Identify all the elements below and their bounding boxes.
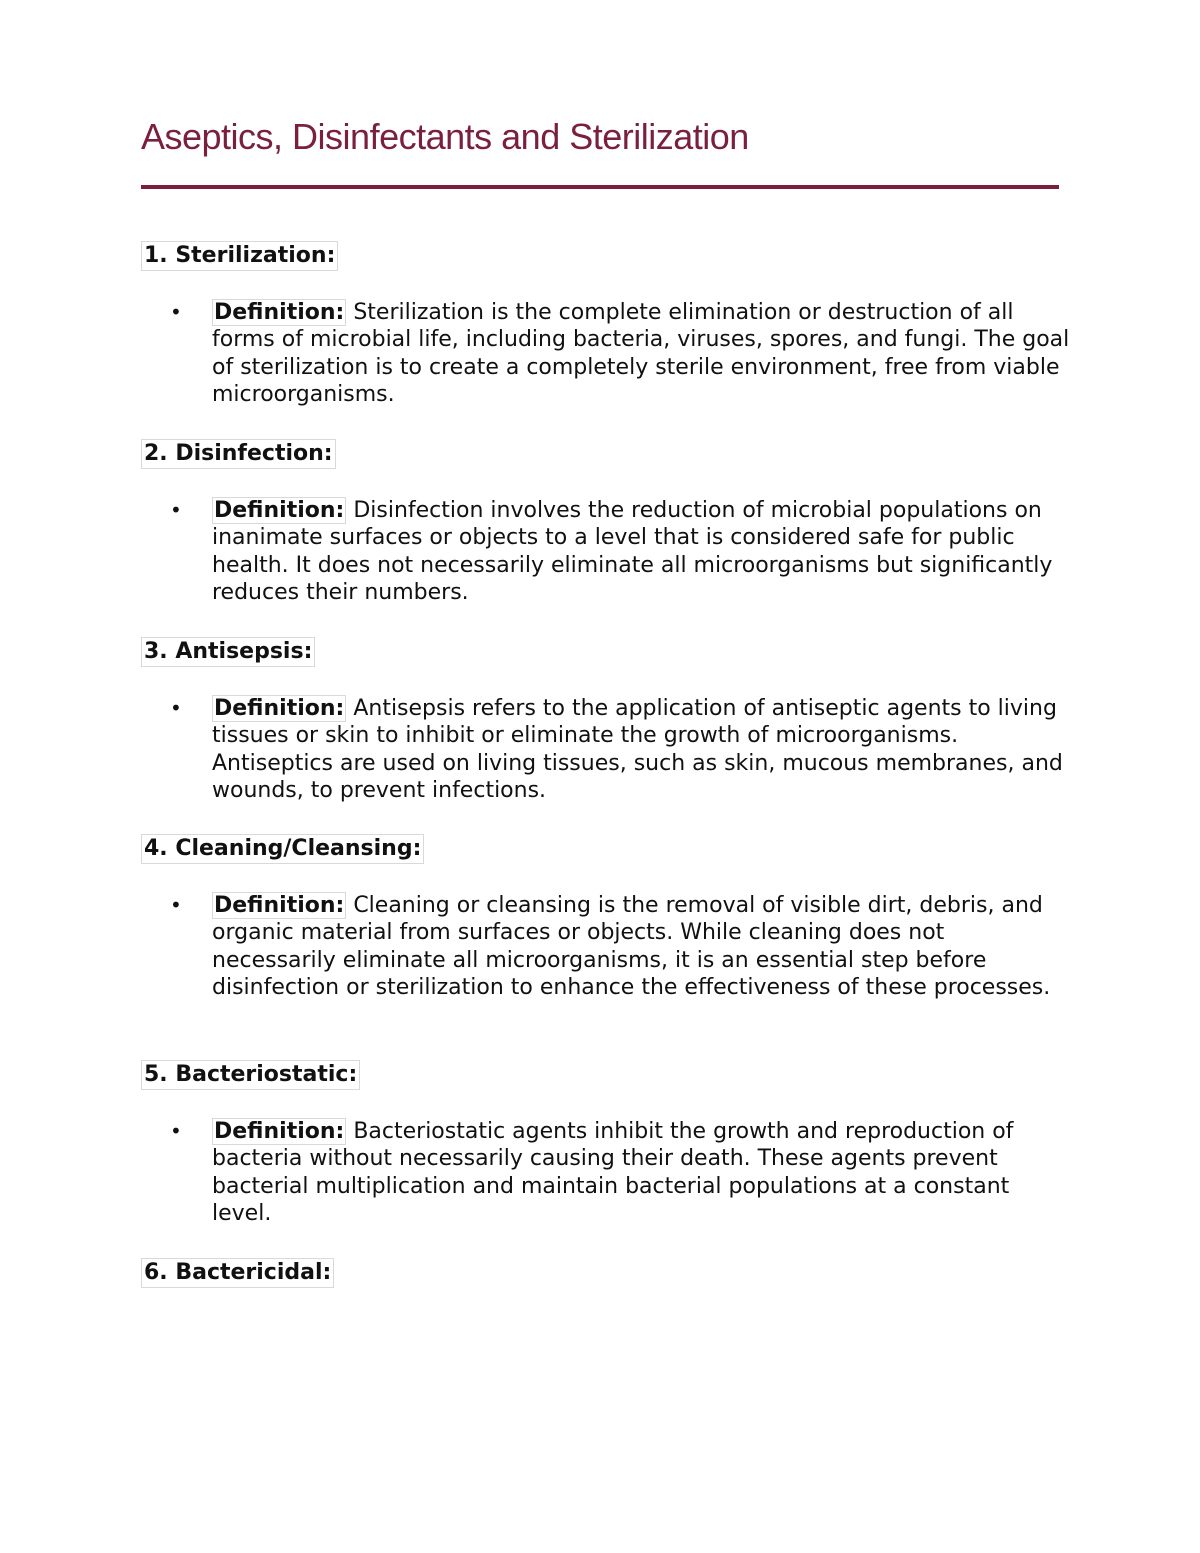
bullet-icon: • (170, 300, 182, 324)
definition-text: Sterilization is the complete elimination or destruction of all forms of microbial life, including bacteria, viruses, spores, and fungi. The goal of sterilization is to create a completely sterile environment, free from viable microorganisms. (212, 300, 1070, 408)
definition-list-bacteriostatic (170, 1118, 1070, 1228)
definition-item (170, 892, 1070, 1002)
definition-text: Antisepsis refers to the application of antiseptic agents to living tissues or skin to inhibit or eliminate the growth of microorganisms. Antiseptics are used on living tissues, such as skin, mucous membranes, and wounds, to prevent infections. (212, 696, 1063, 804)
definition-item (170, 497, 1070, 607)
definition-item (170, 1118, 1070, 1228)
section-heading-sterilization: 1. Sterilization: (141, 241, 338, 271)
bullet-icon: • (170, 498, 182, 522)
definition-list-antisepsis (170, 695, 1070, 805)
definition-label: Definition: (214, 893, 345, 918)
definition-item (170, 695, 1070, 805)
definition-list-disinfection (170, 497, 1070, 607)
document-title: Aseptics, Disinfectants and Sterilization (141, 116, 749, 157)
section-heading-cleaning: 4. Cleaning/Cleansing: (141, 834, 424, 864)
definition-label: Definition: (214, 498, 345, 523)
section-heading-antisepsis: 3. Antisepsis: (141, 637, 315, 667)
section-heading-bactericidal: 6. Bactericidal: (141, 1258, 334, 1288)
bullet-icon: • (170, 696, 182, 720)
definition-text: Bacteriostatic agents inhibit the growth and reproduction of bacteria without necessarily causing their death. These agents prevent bacterial multiplication and maintain bacterial populations at a constant level. (212, 1119, 1014, 1227)
definition-label: Definition: (214, 696, 345, 721)
section-heading-bacteriostatic: 5. Bacteriostatic: (141, 1060, 360, 1090)
section-heading-disinfection: 2. Disinfection: (141, 439, 336, 469)
title-divider (141, 185, 1059, 189)
bullet-icon: • (170, 1119, 182, 1143)
definition-item (170, 299, 1070, 409)
definition-label: Definition: (214, 300, 345, 325)
definition-list-sterilization (170, 299, 1070, 409)
definition-list-cleaning (170, 892, 1070, 1002)
definition-label: Definition: (214, 1119, 345, 1144)
bullet-icon: • (170, 893, 182, 917)
definition-text: Cleaning or cleansing is the removal of visible dirt, debris, and organic material from surfaces or objects. While cleaning does not necessarily eliminate all microorganisms, it is an essential step before disinfection or sterilization to enhance the effectiveness of these processes. (212, 893, 1051, 1001)
definition-text: Disinfection involves the reduction of microbial populations on inanimate surfaces or objects to a level that is considered safe for public health. It does not necessarily eliminate all microorganisms but significantly reduces their numbers. (212, 498, 1053, 606)
